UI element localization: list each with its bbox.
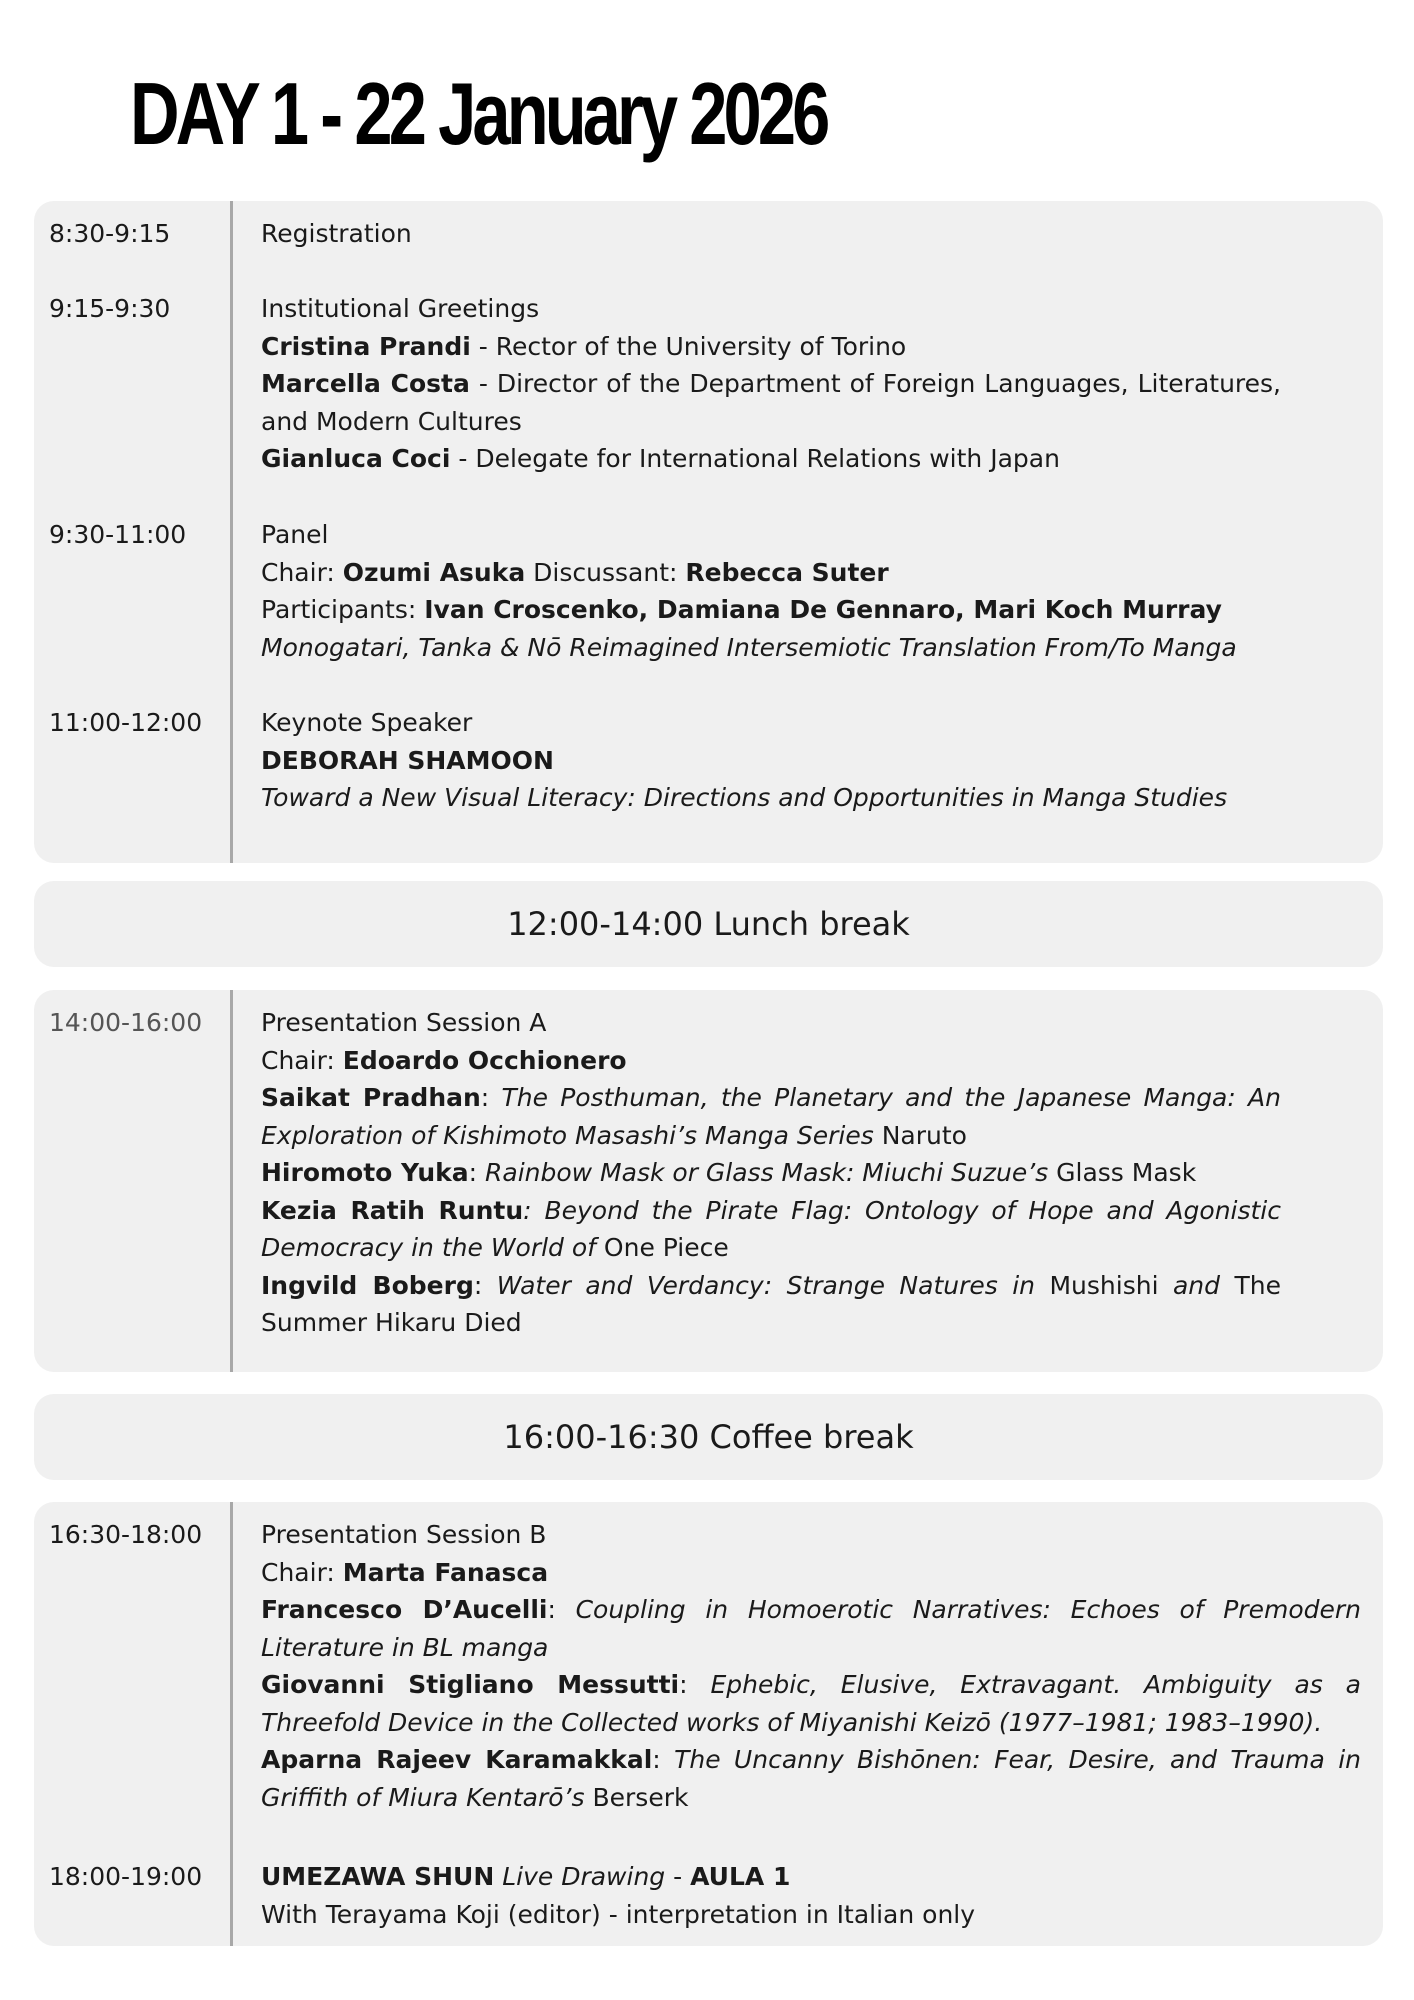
panel-content [261,516,1281,666]
keynote-time: 11:00-12:00 [49,708,203,737]
talk-title: Ephebic, Elusive, Extravagant. Ambiguity as a Threefold Device in the Collected works of Miyanishi Keizō (1977–1981; 1983–1990). [261,1670,1361,1737]
talk-separator: : [480,1083,502,1112]
keynote-topic: Toward a New Visual Literacy: Directions and Opportunities in Manga Studies [261,783,1228,812]
session-b-content [261,1516,1361,1816]
panel-topic: Monogatari, Tanka & Nō Reimagined Intersemiotic Translation From/To Manga [261,632,1237,662]
participants-names: Ivan Croscenko, Damiana De Gennaro, Mari Koch Murray [424,595,1222,624]
talk-item [261,1591,1361,1666]
session-a-block [34,990,1383,1372]
live-drawing-note: With Terayama Koji (editor) - interpretation in Italian only [261,1899,976,1929]
live-drawing-time: 18:00-19:00 [49,1862,203,1891]
session-a-content [261,1004,1281,1342]
registration-label: Registration [261,219,412,248]
presenter-name: Kezia Ratih Runtu [261,1195,524,1225]
discussant-name: Rebecca Suter [685,557,889,587]
greetings-time: 9:15-9:30 [49,294,171,323]
live-drawing-line [261,1858,1361,1896]
discussant-label: Discussant: [525,557,686,587]
work-title: One Piece [603,1233,729,1262]
session-b-block [34,1502,1383,1946]
morning-schedule [34,201,1383,863]
keynote-speaker: DEBORAH SHAMOON [261,745,554,775]
greetings-speaker [261,440,1281,478]
presenter-name: Giovanni Stigliano Messutti [261,1670,680,1699]
room-name: AULA 1 [690,1862,791,1891]
talk-title: The Posthuman, the Planetary and the Japanese Manga: An Exploration of Kishimoto Masashi’s Manga Series [261,1083,1282,1150]
speaker-name: Gianluca Coci [261,444,451,473]
chair-label: Chair: [261,1557,343,1587]
live-drawing-content [261,1858,1361,1933]
panel-participants-line [261,591,1281,629]
talk-item [261,1741,1361,1816]
chair-label: Chair: [261,1045,343,1075]
coffee-break-banner: 16:00-16:30 Coffee break [34,1394,1383,1480]
page-title: DAY 1 - 22 January 2026 [130,64,827,163]
presenter-name: Francesco D’Aucelli [261,1595,548,1624]
session-a-chair-line [261,1042,1281,1080]
lunch-break-banner: 12:00-14:00 Lunch break [34,881,1383,967]
talk-title: Beyond the Pirate Flag: Ontology of Hope and Agonistic Democracy in the World of [261,1195,1282,1262]
talk-separator: : [523,1195,545,1225]
chair-label: Chair: [261,557,343,587]
speaker-role: - Delegate for International Relations with Japan [450,444,1060,473]
presenter-name: Ingvild Boberg [261,1270,474,1300]
speaker-name: Marcella Costa [261,369,470,398]
talk-separator: : [652,1745,675,1774]
artist-name: UMEZAWA SHUN [261,1862,495,1891]
event-label: Live Drawing [494,1862,674,1891]
registration-time: 8:30-9:15 [49,219,171,248]
participants-label: Participants: [261,595,425,624]
timeline-divider [230,201,233,863]
session-b-label: Presentation Session B [261,1520,547,1549]
talk-title: Coupling in Homoerotic Narratives: Echoes of Premodern Literature in BL manga [261,1595,1361,1662]
talk-title: Water and Verdancy: Strange Natures in [496,1270,1050,1300]
talk-title: Rainbow Mask or Glass Mask: Miuchi Suzue’s [485,1158,1057,1187]
talk-item [261,1666,1361,1741]
work-title: Mushishi [1049,1270,1159,1300]
talk-title: The Uncanny Bishōnen: Fear, Desire, and Trauma in Griffith of Miura Kentarō’s [261,1745,1362,1812]
session-b-time: 16:30-18:00 [49,1520,203,1549]
speaker-role: - Rector of the University of Torino [470,331,907,361]
greetings-label: Institutional Greetings [261,294,540,323]
work-title: Naruto [881,1120,967,1150]
work-title: Berserk [592,1782,689,1812]
panel-chair-line [261,554,1281,592]
talk-item [261,1154,1281,1192]
work-title: The Summer Hikaru Died [261,1270,1281,1337]
room-separator: - [673,1862,691,1891]
talk-item [261,1079,1281,1154]
talk-separator: : [547,1595,576,1624]
talk-separator: : [473,1270,497,1300]
session-a-time: 14:00-16:00 [49,1008,203,1037]
panel-time: 9:30-11:00 [49,520,187,549]
speaker-name: Cristina Prandi [261,331,471,361]
session-a-label: Presentation Session A [261,1008,547,1037]
talk-separator: : [679,1670,711,1699]
talk-item [261,1267,1281,1342]
timeline-divider [230,1502,233,1946]
registration-content [261,215,1281,253]
greetings-speaker [261,328,1281,366]
talk-item [261,1192,1281,1267]
session-b-chair-line [261,1554,1361,1592]
keynote-label: Keynote Speaker [261,708,473,737]
greetings-content [261,290,1281,478]
chair-name: Ozumi Asuka [342,557,526,587]
work-title: Glass Mask [1056,1158,1197,1187]
presenter-name: Aparna Rajeev Karamakkal [261,1745,653,1774]
talk-separator: : [468,1158,486,1187]
greetings-speaker [261,365,1281,440]
chair-name: Edoardo Occhionero [342,1045,627,1075]
speaker-role: - Director of the Department of Foreign Languages, Literatures, and Modern Cultures [261,369,1281,436]
presenter-name: Saikat Pradhan [261,1083,481,1112]
panel-label: Panel [261,520,329,549]
talk-conjunction: and [1158,1270,1235,1300]
timeline-divider [230,990,233,1372]
presenter-name: Hiromoto Yuka [261,1158,469,1187]
chair-name: Marta Fanasca [342,1557,549,1587]
keynote-content [261,704,1281,817]
